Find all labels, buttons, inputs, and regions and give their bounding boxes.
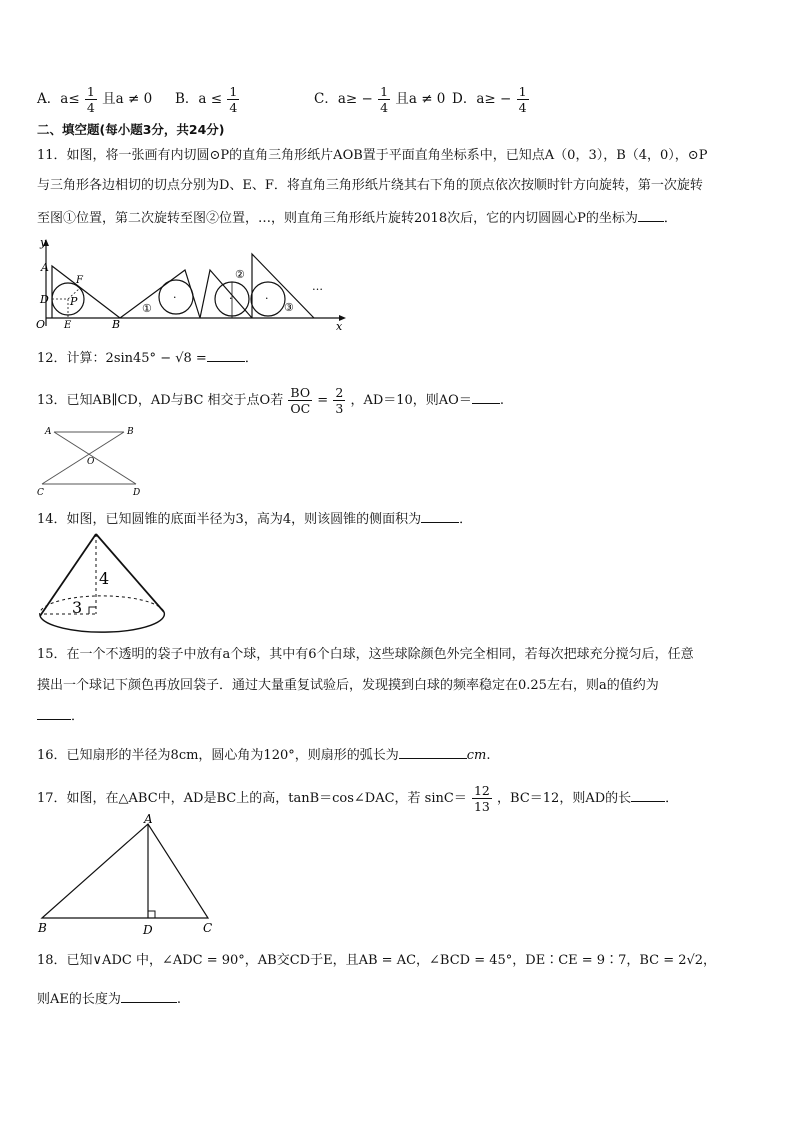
q13-label-o: O [87,457,95,467]
axis-label-y: y [40,236,47,249]
q13: 13．已知AB∥CD，AD与BC 相交于点O若 $\frac{BO}{OC}$ = $\frac{2}{3}$ ，AD＝10，则AO＝ . [37,385,504,416]
q12: 12．计算：2sin45° − √8 = ． [37,347,258,369]
label-circle-1: ① [142,302,152,315]
q17-figure [34,814,224,938]
label-circle-3: ③ [284,301,294,314]
q11-figure [30,236,350,332]
q14: 14．如图，已知圆锥的底面半径为3，高为4，则该圆锥的侧面积为 ． [37,508,472,530]
continuation-dots: … [312,280,323,293]
point-e-label: E [64,320,72,331]
q17: 17．如图，在△ABC中，AD是BC上的高，tanB＝cos∠DAC，若 sinC＝ $\frac{12}{13}$ ，BC＝12，则AD的长 ． [37,783,679,814]
center-dot-2: · [229,292,233,305]
q15-line-1: 15．在一个不透明的袋子中放有a个球，其中有6个白球，这些球除颜色外完全相同，若每次把球充分搅匀后，任意 [37,647,694,662]
point-d-label: D [40,293,49,306]
cone-radius-label: 3 [72,598,83,617]
q13-label-c: C [37,488,44,498]
q17-label-c: C [203,921,213,935]
q15-line-2: 摸出一个球记下颜色再放回袋子．通过大量重复试验后，发现摸到白球的频率稳定在0.25左右，则a的值约为 [37,678,659,693]
axis-label-x: x [336,320,343,332]
q17-label-a: A [144,814,153,826]
center-dot-1: · [173,291,177,304]
point-f-label: F [76,275,83,286]
q11-line-2: 与三角形各边相切的切点分别为D、E、F．将直角三角形纸片绕其右下角的顶点依次按顺时针方向旋转，第一次旋转 [37,178,703,193]
q13-label-b: B [127,427,134,437]
section-heading: 二、填空题(每小题3分，共24分) [37,122,225,137]
option-b: B．a ≤ $\frac{1}{4}$ [175,84,238,115]
q17-label-d: D [143,923,153,937]
point-a-label: A [41,261,49,274]
q16: 16．已知扇形的半径为8cm，圆心角为120°，则扇形的弧长为 cm. [37,744,490,766]
q18-line-2: 则AE的长度为 . [37,988,181,1010]
q13-label-d: D [133,488,141,498]
point-b-label: B [112,318,121,331]
q15-line-3: ． [37,705,84,727]
q14-figure [34,530,174,640]
option-a: A．a≤ $\frac{1}{4}$ 且a ≠ 0 [37,84,153,115]
option-c: C．a≥ − $\frac{1}{4}$ 且a ≠ 0 [314,84,446,115]
point-p-label: P [70,295,78,308]
q17-label-b: B [38,921,47,935]
options-row [37,84,152,115]
point-o-label: O [36,318,46,331]
option-d: D．a≥ − $\frac{1}{4}$ [452,84,527,115]
label-circle-2: ② [235,268,245,281]
q13-label-a: A [45,427,52,437]
center-dot-3: · [265,292,269,305]
q18-line-1: 18．已知∨ADC 中，∠ADC = 90°，AB交CD于E，且AB = AC，∠BCD = 45°，DE∶CE = 9∶7，BC = 2√2， [37,953,717,968]
cone-height-label: 4 [99,569,110,588]
q11-line-1: 11．如图，将一张画有内切圆⊙P的直角三角形纸片AOB置于平面直角坐标系中，已知点A（0，3），B（4，0），⊙P [37,148,708,163]
q13-figure [32,420,152,498]
q11-line-3: 至图①位置，第二次旋转至图②位置，…，则直角三角形纸片旋转2018次后，它的内切圆圆心P的坐标为 ． [37,207,677,229]
